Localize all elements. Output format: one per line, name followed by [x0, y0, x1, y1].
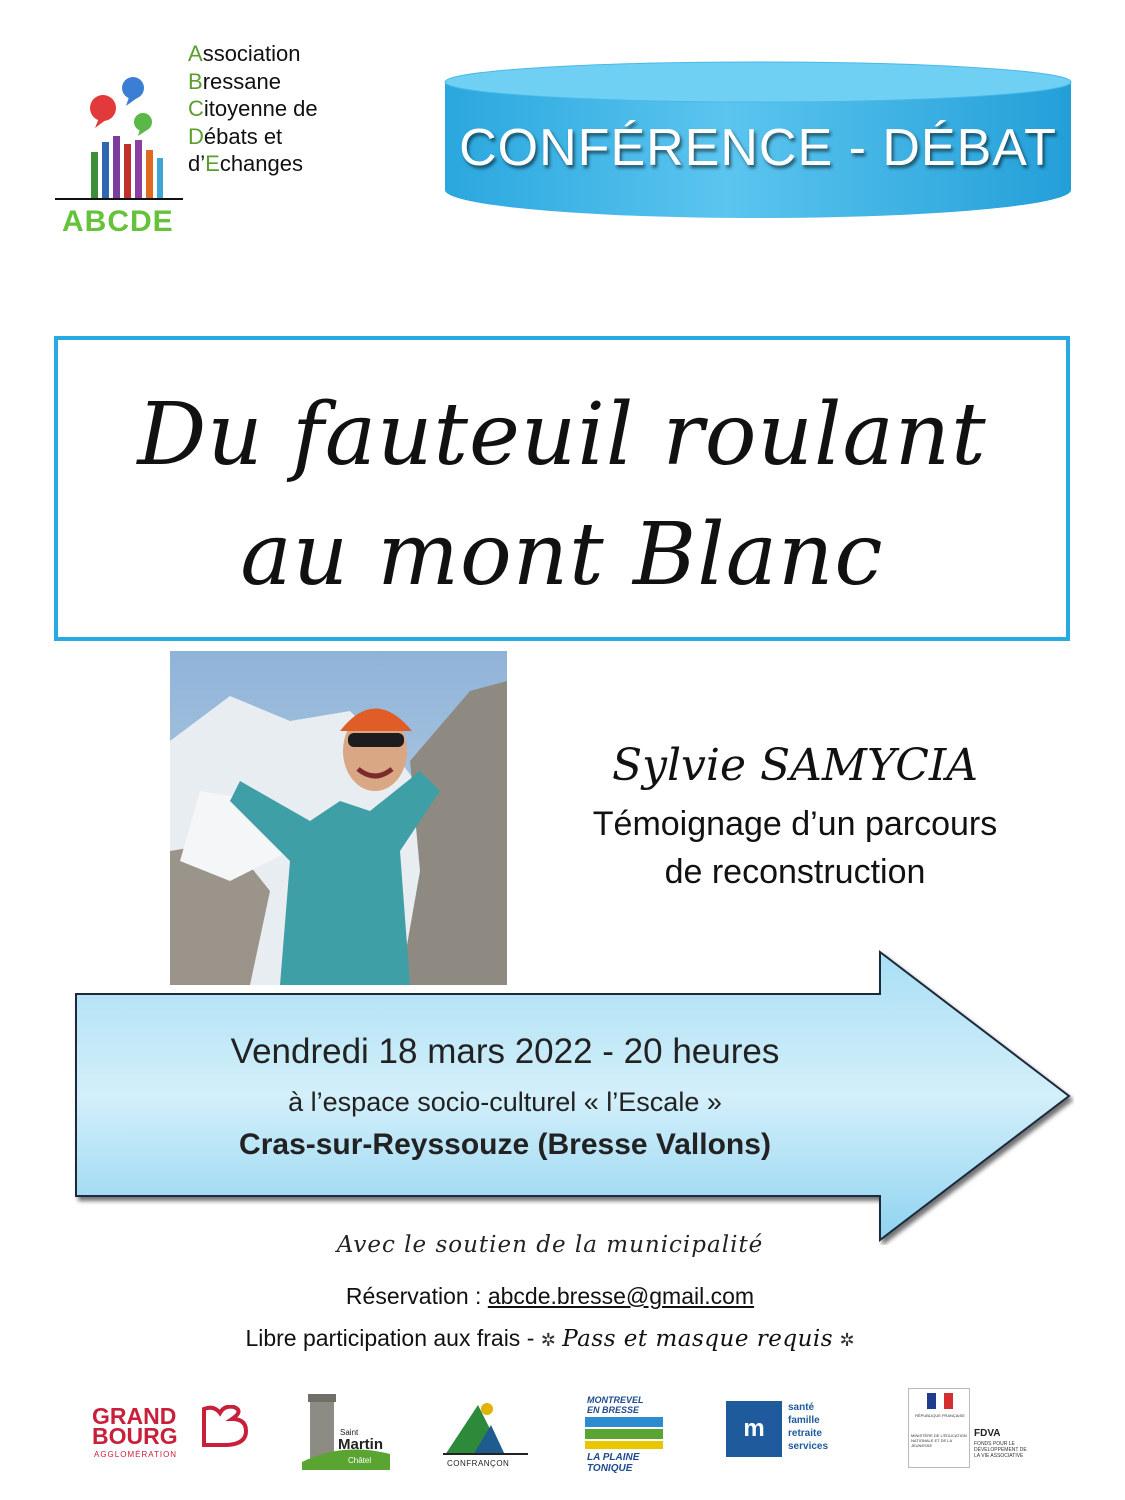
- reservation-line: [0, 1283, 1100, 1310]
- french-flag-icon: [927, 1393, 953, 1409]
- association-line: d’Echanges: [188, 151, 303, 176]
- speaker-name: Sylvie SAMYCIA: [611, 740, 979, 791]
- association-line: Bressane: [188, 68, 281, 94]
- syringe-icon: ✲: [839, 1330, 855, 1350]
- participation-label: Libre participation aux frais -: [245, 1325, 541, 1351]
- confrancon-logo: CONFRANÇON: [443, 1395, 528, 1473]
- association-name: [188, 40, 318, 178]
- green-bubble-icon: [134, 113, 152, 131]
- speaker-subtitle-1: Témoignage d’un parcours: [592, 805, 998, 843]
- fdva-logo: RÉPUBLIQUE FRANÇAISE MINISTÈRE DE L'ÉDUCATION NATIONALE ET DE LA JEUNESSE FDVA FONDS POUR LE DÉVELOPPEMENT DE LA VIE ASSOCIATIVE: [908, 1388, 1033, 1470]
- title-line-2: au mont Blanc: [240, 505, 884, 605]
- participation-line: [0, 1325, 1100, 1352]
- msa-icon: m: [726, 1401, 782, 1457]
- montrevel-logo: MONTREVEL EN BRESSE LA PLAINE TONIQUE: [585, 1395, 663, 1477]
- speaker-photo: [170, 651, 507, 985]
- association-line: Association: [188, 41, 301, 66]
- event-city: Cras-sur-Reyssouze (Bresse Vallons): [239, 1128, 771, 1161]
- blue-bubble-icon: [122, 77, 144, 99]
- raised-hands-icon: [91, 136, 163, 198]
- heart-icon: [200, 1405, 250, 1449]
- title-box: [54, 336, 1070, 641]
- grand-bourg-logo: GRAND BOURG AGGLOMÉRATION: [92, 1405, 252, 1465]
- support-text: Avec le soutien de la municipalité: [336, 1232, 764, 1258]
- association-line: Citoyenne de: [188, 96, 318, 121]
- banner-title: CONFÉRENCE - DÉBAT: [459, 119, 1057, 177]
- logo-text: ABCDE: [62, 205, 174, 238]
- pass-requirement: Pass et masque requis: [562, 1326, 834, 1352]
- association-line: Débats et: [188, 123, 283, 149]
- msa-logo: m santé famille retraite services: [726, 1401, 851, 1463]
- tower-icon: [310, 1398, 334, 1458]
- event-date: Vendredi 18 mars 2022 - 20 heures: [230, 1032, 780, 1071]
- event-place: à l’espace socio-culturel « l’Escale »: [288, 1087, 722, 1117]
- title-line-1: Du fauteuil roulant: [137, 385, 987, 485]
- saint-martin-logo: Saint Martin Châtel: [302, 1392, 390, 1474]
- reservation-email-link[interactable]: abcde.bresse@gmail.com: [487, 1283, 755, 1309]
- syringe-icon: ✲: [540, 1330, 556, 1350]
- red-bubble-icon: [90, 95, 116, 121]
- reservation-label: Réservation :: [345, 1283, 488, 1309]
- speaker-subtitle-2: de reconstruction: [664, 853, 926, 891]
